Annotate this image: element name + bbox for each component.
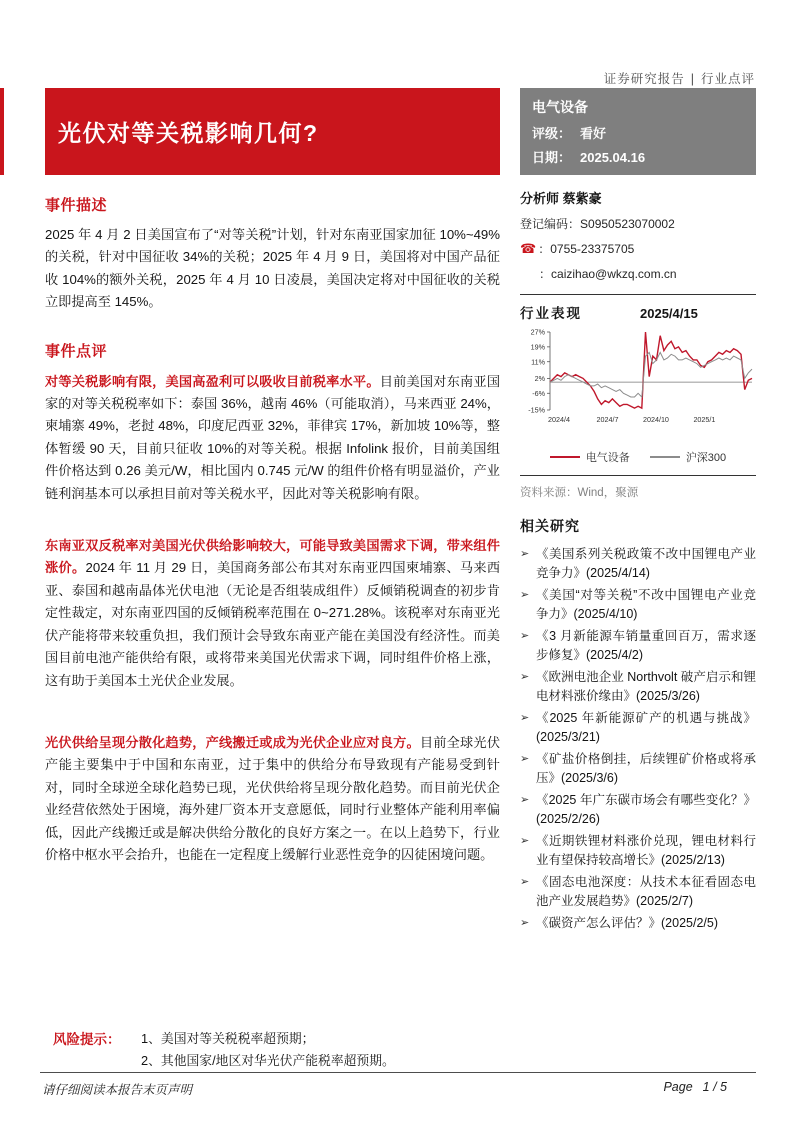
paragraph-body: 2024 年 11 月 29 日，美国商务部公布其对东南亚四国柬埔寨、马来西亚、泰国和越南晶体光伏电池（无论是否组装成组件）反倾销税调查的初步肯定性裁定，对东南亚四国的反倾销税率范围在 0~271.28%。该税率对东南亚光伏产能将带来较重负担，我们预计会导致东南亚产能在美国没有经济性。而美国目前电池产能供给有限，或将带来美国光伏需求下调，同时组件价格上涨，这有助于美国本土光伏企业发展。 bbox=[45, 560, 501, 688]
related-research-item bbox=[520, 750, 756, 788]
sidebar bbox=[520, 88, 756, 936]
gray-line-swatch bbox=[650, 456, 680, 458]
analyst-block bbox=[520, 188, 756, 282]
arrow-bullet-icon: ➢ bbox=[520, 712, 530, 724]
registration-label: 登记编码： bbox=[520, 217, 581, 231]
sidebar-divider bbox=[520, 294, 756, 295]
rating-label: 评级： bbox=[532, 125, 572, 141]
email-separator: ： bbox=[539, 267, 552, 281]
title-banner bbox=[45, 88, 500, 175]
arrow-bullet-icon: ➢ bbox=[520, 589, 530, 601]
event-description-paragraph: 2025 年 4 月 2 日美国宣布了“对等关税”计划，针对东南亚国家加征 10%~49%的关税，针对中国征收 34%的关税；2025 年 4 月 9 日，美国将对中国产品征收 104%的额外关税，2025 年 4 月 10 日凌晨，美国决定将对中国征收的关税立即提高至 145%。 bbox=[45, 227, 500, 310]
legend-label: 电气设备 bbox=[585, 452, 630, 464]
comment-paragraph bbox=[45, 371, 500, 505]
svg-text:19%: 19% bbox=[530, 342, 545, 352]
arrow-bullet-icon: ➢ bbox=[520, 835, 530, 847]
industry-name: 电气设备 bbox=[532, 99, 588, 115]
paragraph-lead: 光伏供给呈现分散化趋势，产线搬迁或成为光伏企业应对良方。 bbox=[45, 734, 420, 750]
date-row bbox=[532, 147, 744, 166]
legend-item-index bbox=[650, 449, 726, 465]
risk-item: 1、美国对等关税税率超预期； bbox=[141, 1031, 315, 1046]
arrow-bullet-icon: ➢ bbox=[520, 548, 530, 560]
footer-divider bbox=[40, 1072, 756, 1073]
main-column bbox=[45, 0, 500, 866]
related-item-label: 《3 月新能源车销量重回百万，需求逐步修复》(2025/4/2) bbox=[536, 629, 756, 662]
related-research-item bbox=[520, 914, 756, 933]
svg-text:27%: 27% bbox=[530, 327, 545, 337]
risk-item: 2、其他国家/地区对华光伏产能税率超预期。 bbox=[141, 1053, 395, 1068]
related-research-item bbox=[520, 627, 756, 665]
related-research-list bbox=[520, 545, 756, 933]
svg-text:2024/10: 2024/10 bbox=[642, 415, 669, 424]
comment-paragraph bbox=[45, 535, 500, 692]
report-type-header bbox=[604, 69, 755, 87]
svg-text:2%: 2% bbox=[534, 374, 545, 384]
red-line-swatch bbox=[550, 456, 580, 458]
related-research-item bbox=[520, 709, 756, 747]
arrow-bullet-icon: ➢ bbox=[520, 630, 530, 642]
related-item-label: 《欧洲电池企业 Northvolt 破产启示和锂电材料涨价缘由》(2025/3/26) bbox=[536, 670, 756, 703]
footer-page-number bbox=[663, 1080, 727, 1094]
related-research-item bbox=[520, 586, 756, 624]
svg-text:11%: 11% bbox=[531, 357, 545, 367]
phone-separator: ： bbox=[538, 242, 551, 256]
footer-disclaimer: 请仔细阅读本报告末页声明 bbox=[42, 1083, 193, 1097]
risk-warning-label: 风险提示： bbox=[53, 1032, 121, 1047]
report-category-label: 行业点评 bbox=[700, 72, 755, 86]
performance-header bbox=[520, 302, 756, 322]
related-item-label: 《美国系列关税政策不改中国锂电产业竞争力》(2025/4/14) bbox=[536, 547, 756, 580]
sidebar-divider bbox=[520, 475, 756, 476]
performance-title: 行业表现 bbox=[520, 306, 582, 321]
performance-line-chart bbox=[520, 326, 756, 432]
performance-date: 2025/4/15 bbox=[640, 306, 698, 321]
related-research-item bbox=[520, 832, 756, 870]
page-value: 1 / 5 bbox=[702, 1080, 727, 1094]
legend-item-industry bbox=[550, 449, 630, 465]
risk-warning-block bbox=[53, 1028, 513, 1072]
related-item-label: 《近期铁锂材料涨价兑现，锂电材料行业有望保持较高增长》(2025/2/13) bbox=[536, 834, 756, 867]
svg-text:-6%: -6% bbox=[532, 388, 545, 398]
related-item-label: 《固态电池深度：从技术本征看固态电池产业发展趋势》(2025/2/7) bbox=[536, 875, 756, 908]
related-research-item bbox=[520, 668, 756, 706]
page-label: Page bbox=[663, 1080, 693, 1094]
arrow-bullet-icon: ➢ bbox=[520, 917, 530, 929]
arrow-bullet-icon: ➢ bbox=[520, 671, 530, 683]
related-item-label: 《2025 年广东碳市场会有哪些变化？》(2025/2/26) bbox=[536, 793, 756, 826]
paragraph-body: 目前全球光伏产能主要集中于中国和东南亚，过于集中的供给分布导致现有产能易受到针对，同时全球逆全球化趋势已现，光伏供给将呈现分散化趋势。而目前光伏企业经营依然处于困境，海外建厂资本开支意愿低，同时行业整体产能利用率偏低，因此产线搬迁或是解决供给分散化的良好方案之一。在以上趋势下，行业价格中枢水平会抬升，也能在一定程度上缓解行业恶性竞争的囚徒困境问题。 bbox=[45, 734, 501, 862]
section-heading-event-comment: 事件点评 bbox=[45, 342, 108, 360]
rating-value: 看好 bbox=[580, 125, 607, 141]
section-heading-event-description: 事件描述 bbox=[45, 197, 108, 214]
phone-number: 0755-23375705 bbox=[550, 242, 635, 256]
paragraph-lead: 对等关税影响有限，美国高盈利可以吸收目前税率水平。 bbox=[45, 373, 380, 389]
industry-performance-chart bbox=[520, 326, 756, 465]
data-source-note: 资料来源：Wind，聚源 bbox=[520, 487, 639, 499]
registration-number: S0950523070002 bbox=[580, 217, 675, 231]
risk-warning-items bbox=[141, 1028, 395, 1072]
paragraph-body: 目前美国对东南亚国家的对等关税税率如下：泰国 36%，越南 46%（可能取消），马来西亚 24%，柬埔寨 49%，老挝 48%，印度尼西亚 32%，菲律宾 17%，新加坡 10%等，整体暂缓 90 天，目前只征收 10%的对等关税。根据 Infolink 报价，目前美国组件价格达到 0.26 美元/W，相比国内 0.745 元/W 的组件价格有明显溢价，产业链利润基本可以承担目前对等关税水平，因此对等关税影响有限。 bbox=[45, 373, 501, 501]
header-separator: | bbox=[690, 72, 695, 86]
comment-paragraph bbox=[45, 732, 500, 866]
report-type-label: 证券研究报告 bbox=[603, 72, 685, 86]
related-item-label: 《矿盐价格倒挂，后续锂矿价格或将承压》(2025/3/6) bbox=[536, 752, 756, 785]
page-title: 光伏对等关税影响几何? bbox=[58, 120, 319, 146]
analyst-phone-row bbox=[520, 240, 756, 257]
email-address: caizihao@wkzq.com.cn bbox=[551, 267, 677, 281]
arrow-bullet-icon: ➢ bbox=[520, 794, 530, 806]
svg-text:2024/4: 2024/4 bbox=[548, 415, 570, 424]
industry-rating-box bbox=[520, 88, 756, 175]
svg-text:2025/1: 2025/1 bbox=[693, 415, 716, 424]
related-item-label: 《碳资产怎么评估？》(2025/2/5) bbox=[536, 916, 718, 930]
date-label: 日期： bbox=[532, 150, 572, 165]
related-research-item bbox=[520, 791, 756, 829]
arrow-bullet-icon: ➢ bbox=[520, 753, 530, 765]
related-research-title: 相关研究 bbox=[520, 518, 580, 534]
rating-row bbox=[532, 123, 744, 142]
analyst-email-row bbox=[520, 265, 756, 282]
related-research-item bbox=[520, 545, 756, 583]
analyst-name: 分析师 蔡紫豪 bbox=[520, 191, 602, 206]
related-item-label: 《美国“对等关税”不改中国锂电产业竞争力》(2025/4/10) bbox=[536, 588, 756, 621]
date-value: 2025.04.16 bbox=[580, 150, 646, 165]
arrow-bullet-icon: ➢ bbox=[520, 876, 530, 888]
analyst-registration bbox=[520, 215, 756, 232]
svg-text:-15%: -15% bbox=[528, 405, 545, 415]
legend-label: 沪深300 bbox=[685, 452, 727, 464]
related-item-label: 《2025 年新能源矿产的机遇与挑战》(2025/3/21) bbox=[536, 711, 756, 744]
svg-text:2024/7: 2024/7 bbox=[596, 415, 619, 424]
chart-legend bbox=[520, 449, 756, 465]
paragraph-lead: 东南亚双反税率对美国光伏供给影响较大，可能导致美国需求下调，带来组件涨价。 bbox=[45, 538, 500, 576]
phone-icon: ☎ bbox=[520, 241, 537, 256]
page-edge-accent-bar bbox=[0, 88, 4, 175]
related-research-item bbox=[520, 873, 756, 911]
